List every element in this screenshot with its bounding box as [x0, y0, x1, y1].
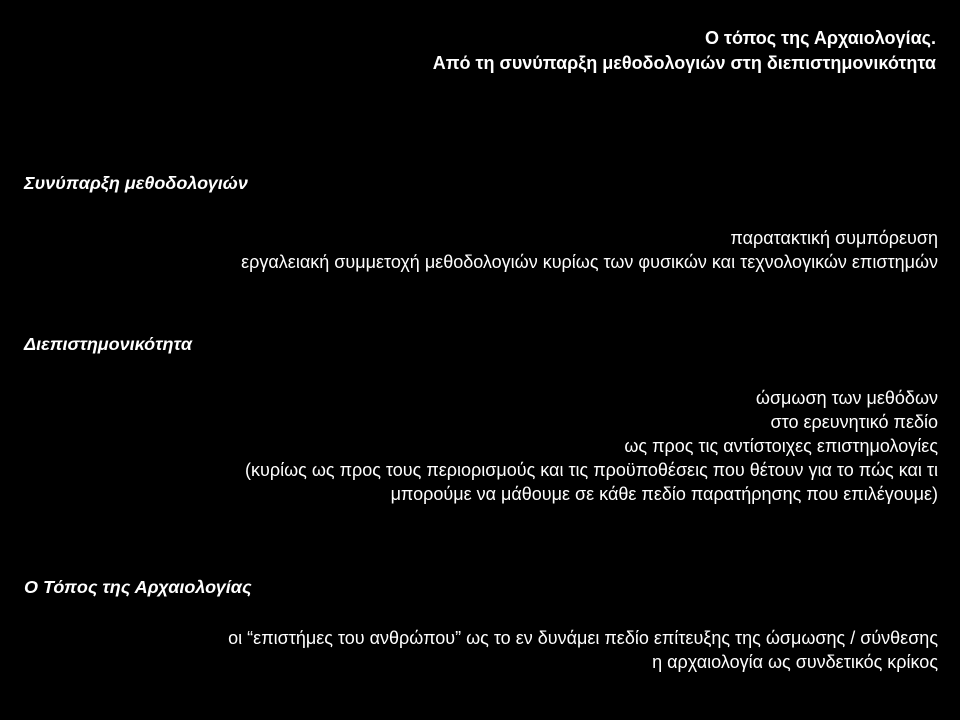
section-heading-place-of-archaeology: Ο Τόπος της Αρχαιολογίας — [24, 577, 252, 597]
section-body-coexistence — [241, 226, 938, 274]
title-line-1: Ο τόπος της Αρχαιολογίας. — [704, 28, 936, 48]
body-line: εργαλειακή συμμετοχή μεθοδολογιών κυρίως των φυσικών και τεχνολογικών επιστημών — [241, 252, 938, 272]
body-line: ως προς τις αντίστοιχες επιστημολογίες — [624, 436, 938, 456]
body-line: παρατακτική συμπόρευση — [730, 228, 938, 248]
body-line: η αρχαιολογία ως συνδετικός κρίκος — [652, 652, 938, 672]
section-heading-interdisciplinarity: Διεπιστημονικότητα — [24, 334, 193, 354]
body-line: ώσμωση των μεθόδων — [755, 388, 938, 408]
body-line: στο ερευνητικό πεδίο — [770, 412, 938, 432]
body-line: οι “επιστήμες του ανθρώπου” ως το εν δυνάμει πεδίο επίτευξης της ώσμωσης / σύνθεσης — [228, 628, 938, 648]
section-body-place-of-archaeology — [228, 626, 938, 674]
section-heading-coexistence: Συνύπαρξη μεθοδολογιών — [24, 173, 248, 193]
body-line: (κυρίως ως προς τους περιορισμούς και τις προϋποθέσεις που θέτουν για το πώς και τι — [245, 460, 938, 480]
body-line: μπορούμε να μάθουμε σε κάθε πεδίο παρατήρησης που επιλέγουμε) — [390, 484, 938, 504]
title-line-2: Από τη συνύπαρξη μεθοδολογιών στη διεπιστημονικότητα — [432, 53, 936, 73]
section-body-interdisciplinarity — [245, 386, 938, 506]
slide-title — [433, 26, 936, 76]
